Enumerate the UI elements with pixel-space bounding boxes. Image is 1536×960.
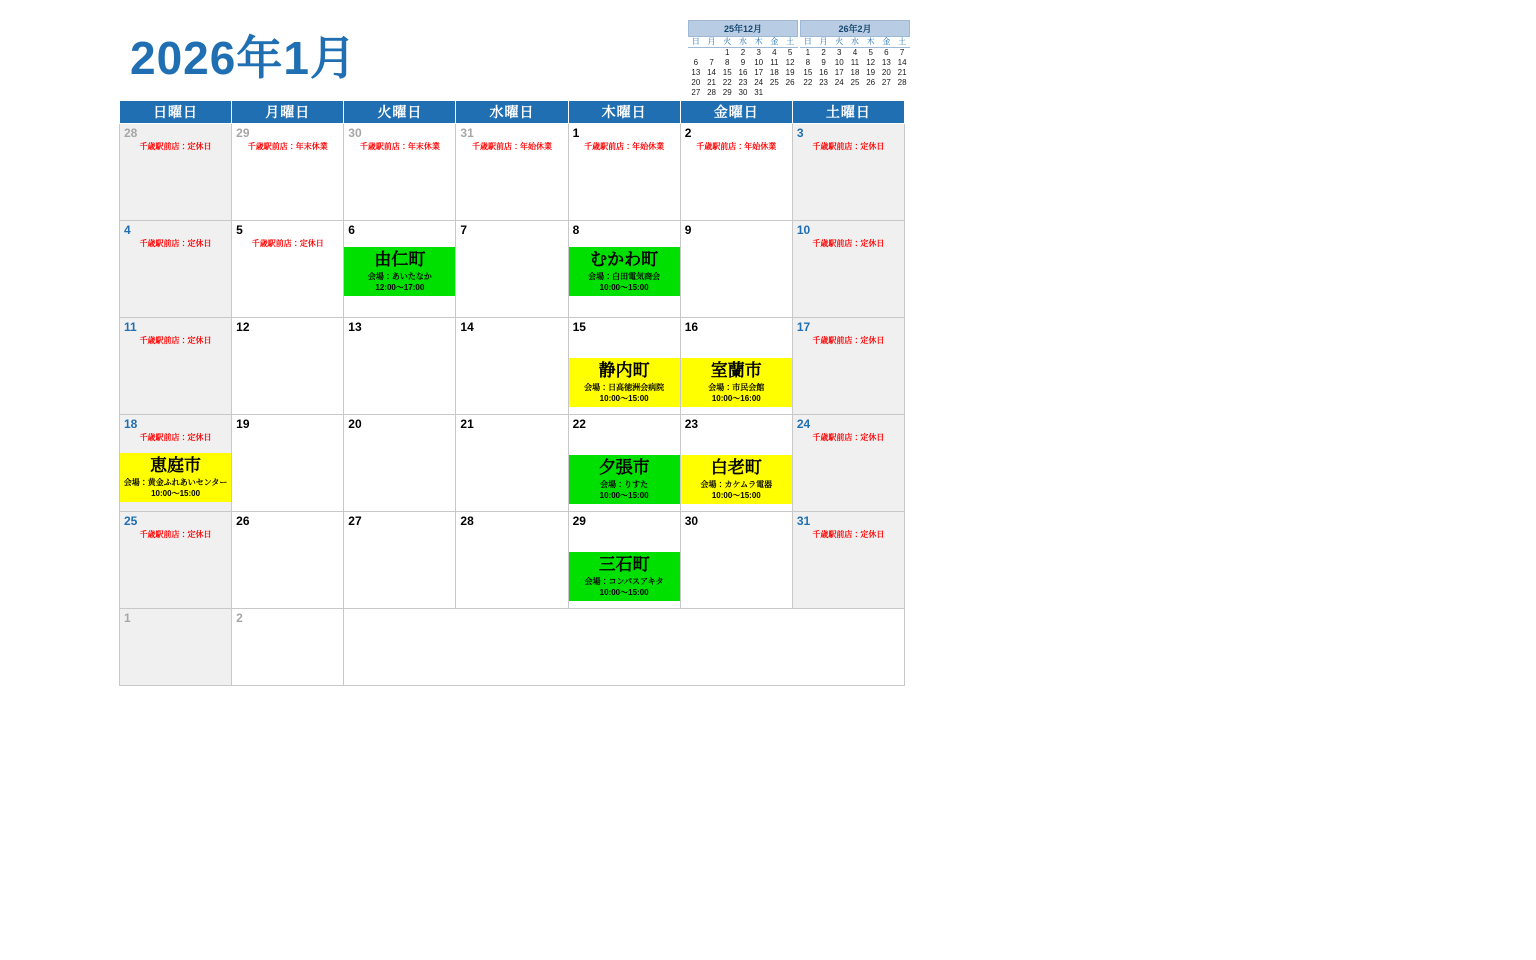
mini-day-cell[interactable]: 8 [805,58,811,67]
calendar-day-cell[interactable] [792,318,904,415]
day-number: 9 [684,223,692,237]
calendar-day-cell[interactable] [792,221,904,318]
day-number: 25 [124,514,138,528]
day-number: 20 [348,417,362,431]
calendar-week-row [120,318,905,415]
calendar-week-row [120,415,905,512]
event-title: 恵庭市 [150,456,202,475]
mini-day-cell[interactable]: 13 [881,58,891,67]
calendar-day-cell[interactable] [232,318,344,415]
day-number: 26 [236,514,250,528]
calendar-week-row [120,221,905,318]
event-venue: 会場：市民会館 [708,383,765,392]
day-number: 2 [236,611,243,625]
day-number: 15 [572,320,586,334]
day-number: 24 [796,417,811,431]
mini-day-cell[interactable]: 16 [738,68,748,77]
mini-day-cell[interactable]: 25 [850,78,860,87]
weekday-header-0: 日曜日 [120,101,232,124]
day-note: 千歳駅前店：年始休業 [584,142,665,151]
mini-day-cell[interactable]: 27 [881,78,891,87]
mini-day-cell[interactable]: 17 [754,68,764,77]
calendar-day-cell[interactable] [568,124,680,221]
mini-day-empty [879,88,895,98]
mini-day-cell[interactable]: 29 [722,88,732,97]
day-number: 27 [348,514,362,528]
event-time: 10:00〜15:00 [599,588,649,597]
calendar-body [120,124,905,686]
mini-day-cell[interactable]: 18 [850,68,860,77]
mini-weekday-header: 日 [800,37,816,48]
mini-day-cell[interactable]: 9 [821,58,826,67]
mini-day-cell[interactable]: 22 [803,78,813,87]
event-time: 10:00〜15:00 [711,491,761,500]
event-venue: 会場：白田電気商会 [588,272,661,281]
calendar-day-cell[interactable] [120,318,232,415]
mini-day-cell[interactable]: 11 [850,58,860,67]
day-note: 千歳駅前店：定休日 [139,336,212,345]
event-block[interactable] [120,453,231,502]
mini-day-cell[interactable]: 28 [897,78,907,87]
mini-day-cell[interactable]: 15 [803,68,813,77]
day-number: 16 [684,320,699,334]
calendar-day-cell[interactable] [120,124,232,221]
page-title: 2026年1月 [130,32,357,84]
day-number: 8 [572,223,580,237]
calendar-day-cell[interactable] [456,318,568,415]
mini-day-cell[interactable]: 6 [693,58,699,67]
mini-day-empty [800,88,816,98]
calendar-day-cell[interactable] [344,221,456,318]
mini-day-empty [688,48,704,59]
weekday-header-6: 土曜日 [792,101,904,124]
day-number: 6 [348,223,355,237]
day-note: 千歳駅前店：年末休業 [247,142,328,151]
calendar-day-cell[interactable] [232,609,344,686]
mini-calendar-next-title: 26年2月 [800,20,910,37]
mini-day-cell[interactable]: 4 [852,48,858,57]
mini-day-cell[interactable]: 20 [881,68,891,77]
day-note: 千歳駅前店：年始休業 [471,142,552,151]
event-title: むかわ町 [590,250,659,269]
day-note: 千歳駅前店：定休日 [139,239,212,248]
mini-day-cell[interactable]: 4 [772,48,777,57]
calendar-day-cell[interactable] [680,512,792,609]
weekday-header-1: 月曜日 [232,101,344,124]
day-number: 3 [796,126,804,140]
calendar-day-cell[interactable] [456,124,568,221]
mini-day-cell[interactable]: 22 [722,78,732,87]
month-calendar [119,100,905,686]
day-number: 19 [236,417,250,431]
day-number: 23 [684,417,699,431]
mini-day-cell[interactable]: 3 [837,48,842,57]
event-block[interactable] [681,455,792,504]
calendar-day-cell[interactable] [456,221,568,318]
calendar-day-cell[interactable] [344,318,456,415]
mini-day-cell[interactable]: 31 [754,88,764,97]
mini-weekday-header: 火 [831,37,847,48]
calendar-day-cell[interactable] [792,124,904,221]
mini-weekday-header: 金 [879,37,895,48]
event-time: 10:00〜15:00 [151,489,201,498]
day-number: 22 [572,417,586,431]
mini-weekday-header: 月 [704,37,720,48]
calendar-day-cell[interactable] [568,318,680,415]
mini-day-cell[interactable]: 26 [866,78,876,87]
mini-day-cell[interactable]: 8 [725,58,730,67]
mini-day-cell[interactable]: 5 [787,48,793,57]
day-number: 1 [572,126,580,140]
calendar-header-row [120,101,905,124]
event-venue: 会場：あいたなか [367,272,432,281]
event-title: 室蘭市 [710,361,762,380]
mini-weekday-header: 土 [782,37,798,48]
day-note: 千歳駅前店：定休日 [139,142,212,151]
mini-day-cell[interactable]: 30 [738,88,748,97]
event-time: 10:00〜15:00 [599,283,649,292]
mini-day-cell[interactable]: 11 [770,58,779,67]
weekday-header-3: 水曜日 [456,101,568,124]
day-note: 千歳駅前店：定休日 [251,239,324,248]
calendar-day-cell[interactable] [792,512,904,609]
mini-day-cell[interactable]: 24 [834,78,844,87]
mini-day-cell[interactable]: 15 [722,68,732,77]
calendar-day-cell[interactable] [120,221,232,318]
weekday-header-4: 木曜日 [568,101,680,124]
mini-day-empty [847,88,863,98]
event-title: 白老町 [710,458,762,477]
mini-day-cell[interactable]: 2 [740,48,746,57]
mini-day-cell[interactable]: 23 [819,78,828,87]
mini-day-empty [704,48,720,59]
day-number: 17 [796,320,811,334]
calendar-day-cell[interactable] [120,415,232,512]
mini-calendar-previous-grid [688,37,798,98]
calendar-day-cell[interactable] [568,415,680,512]
day-number: 18 [124,417,138,431]
event-title: 夕張市 [598,458,650,477]
mini-day-empty [831,88,847,98]
calendar-day-cell[interactable] [120,609,232,686]
mini-weekday-header: 木 [863,37,879,48]
day-number: 29 [236,126,250,140]
calendar-empty-cell [344,609,905,686]
mini-day-empty [782,88,798,98]
mini-day-cell[interactable]: 6 [884,48,889,57]
mini-weekday-header: 日 [688,37,704,48]
day-number: 1 [124,611,131,625]
mini-weekday-header: 土 [894,37,910,48]
event-title: 三石町 [598,555,650,574]
calendar-day-cell[interactable] [792,415,904,512]
calendar-week-row [120,124,905,221]
day-number: 7 [460,223,468,237]
calendar-day-cell[interactable] [232,124,344,221]
event-time: 10:00〜15:00 [599,491,649,500]
calendar-day-cell[interactable] [680,124,792,221]
day-note: 千歳駅前店：年始休業 [696,142,777,151]
mini-day-cell[interactable]: 26 [785,78,795,87]
day-note: 千歳駅前店：定休日 [812,530,885,539]
day-number: 30 [348,126,362,140]
day-number: 28 [460,514,474,528]
calendar-week-row [120,512,905,609]
mini-day-cell[interactable]: 28 [707,88,716,97]
mini-calendar-next-grid [800,37,910,98]
calendar-day-cell[interactable] [344,512,456,609]
calendar-day-cell[interactable] [232,221,344,318]
calendar-day-cell[interactable] [568,512,680,609]
mini-day-cell[interactable]: 19 [785,68,795,77]
event-time: 10:00〜16:00 [711,394,761,403]
day-number: 31 [460,126,474,140]
mini-day-cell[interactable]: 12 [866,58,876,67]
mini-day-cell[interactable]: 24 [754,78,764,87]
mini-weekday-header: 月 [816,37,832,48]
mini-calendar-next-month [800,20,910,98]
mini-day-cell[interactable]: 7 [899,48,905,57]
event-block[interactable] [681,358,792,407]
mini-calendar-previous-month [688,20,798,98]
event-time: 12:00〜17:00 [375,283,425,292]
mini-weekday-header: 水 [847,37,863,48]
mini-weekday-header: 金 [767,37,783,48]
event-block[interactable] [569,358,680,407]
day-number: 11 [124,320,137,334]
mini-day-cell[interactable]: 14 [707,68,716,77]
event-block[interactable] [344,247,455,296]
mini-day-cell[interactable]: 2 [821,48,826,57]
mini-day-cell[interactable]: 1 [805,48,811,57]
mini-weekday-header: 火 [719,37,735,48]
day-note: 千歳駅前店：定休日 [139,433,212,442]
event-venue: 会場：カケムラ電器 [700,480,773,489]
mini-weekday-header: 木 [751,37,767,48]
day-note: 千歳駅前店：定休日 [812,142,885,151]
mini-day-cell[interactable]: 25 [769,78,779,87]
calendar-day-cell[interactable] [456,415,568,512]
mini-day-empty [894,88,910,98]
day-number: 5 [236,223,243,237]
mini-day-cell[interactable]: 1 [725,48,730,57]
event-venue: 会場：日高徳洲会病院 [584,383,665,392]
weekday-header-5: 金曜日 [680,101,792,124]
day-number: 30 [684,514,699,528]
mini-day-cell[interactable]: 3 [756,48,761,57]
mini-day-cell[interactable]: 20 [691,78,701,87]
event-block[interactable] [569,552,680,601]
mini-day-cell[interactable]: 21 [897,68,907,77]
day-number: 28 [124,126,138,140]
day-note: 千歳駅前店：定休日 [812,433,885,442]
weekday-header-2: 火曜日 [344,101,456,124]
day-number: 14 [460,320,474,334]
calendar-day-cell[interactable] [232,512,344,609]
mini-day-empty [767,88,783,98]
mini-day-cell[interactable]: 12 [785,58,795,67]
event-time: 10:00〜15:00 [599,394,649,403]
event-venue: 会場：コンパスアキタ [584,577,664,586]
day-number: 4 [124,223,131,237]
mini-day-empty [863,88,879,98]
mini-day-cell[interactable]: 9 [740,58,746,67]
day-number: 2 [684,126,692,140]
event-venue: 会場：りすた [600,480,649,489]
mini-day-cell[interactable]: 13 [691,68,701,77]
day-note: 千歳駅前店：年末休業 [359,142,440,151]
mini-day-cell[interactable]: 14 [897,58,907,67]
day-number: 29 [572,514,586,528]
event-title: 静内町 [598,361,650,380]
calendar-day-cell[interactable] [344,415,456,512]
mini-calendar-previous-title: 25年12月 [688,20,798,37]
day-number: 10 [796,223,811,237]
mini-weekday-header: 水 [735,37,751,48]
day-note: 千歳駅前店：定休日 [812,336,885,345]
calendar-day-cell[interactable] [120,512,232,609]
calendar-day-cell[interactable] [680,318,792,415]
calendar-day-cell[interactable] [680,415,792,512]
calendar-day-cell[interactable] [344,124,456,221]
calendar-day-cell[interactable] [456,512,568,609]
mini-day-cell[interactable]: 23 [738,78,748,87]
mini-day-cell[interactable]: 5 [868,48,873,57]
calendar-day-cell[interactable] [232,415,344,512]
day-number: 21 [460,417,474,431]
calendar-day-cell[interactable] [680,221,792,318]
event-venue: 会場：黄金ふれあいセンター [123,478,228,487]
calendar-day-cell[interactable] [568,221,680,318]
event-block[interactable] [569,455,680,504]
day-number: 12 [236,320,250,334]
event-block[interactable] [569,247,680,296]
mini-day-cell[interactable]: 27 [691,88,701,97]
mini-day-cell[interactable]: 19 [866,68,876,77]
day-number: 13 [348,320,362,334]
mini-day-cell[interactable]: 21 [707,78,716,87]
event-title: 由仁町 [374,250,426,269]
day-number: 31 [796,514,811,528]
mini-day-cell[interactable]: 10 [754,58,764,67]
mini-day-cell[interactable]: 17 [834,68,844,77]
calendar-week-row [120,609,905,686]
mini-day-cell[interactable]: 16 [819,68,828,77]
mini-day-cell[interactable]: 18 [769,68,779,77]
mini-day-empty [816,88,832,98]
day-note: 千歳駅前店：定休日 [812,239,885,248]
mini-day-cell[interactable]: 7 [709,58,714,67]
day-note: 千歳駅前店：定休日 [139,530,212,539]
mini-day-cell[interactable]: 10 [834,58,844,67]
